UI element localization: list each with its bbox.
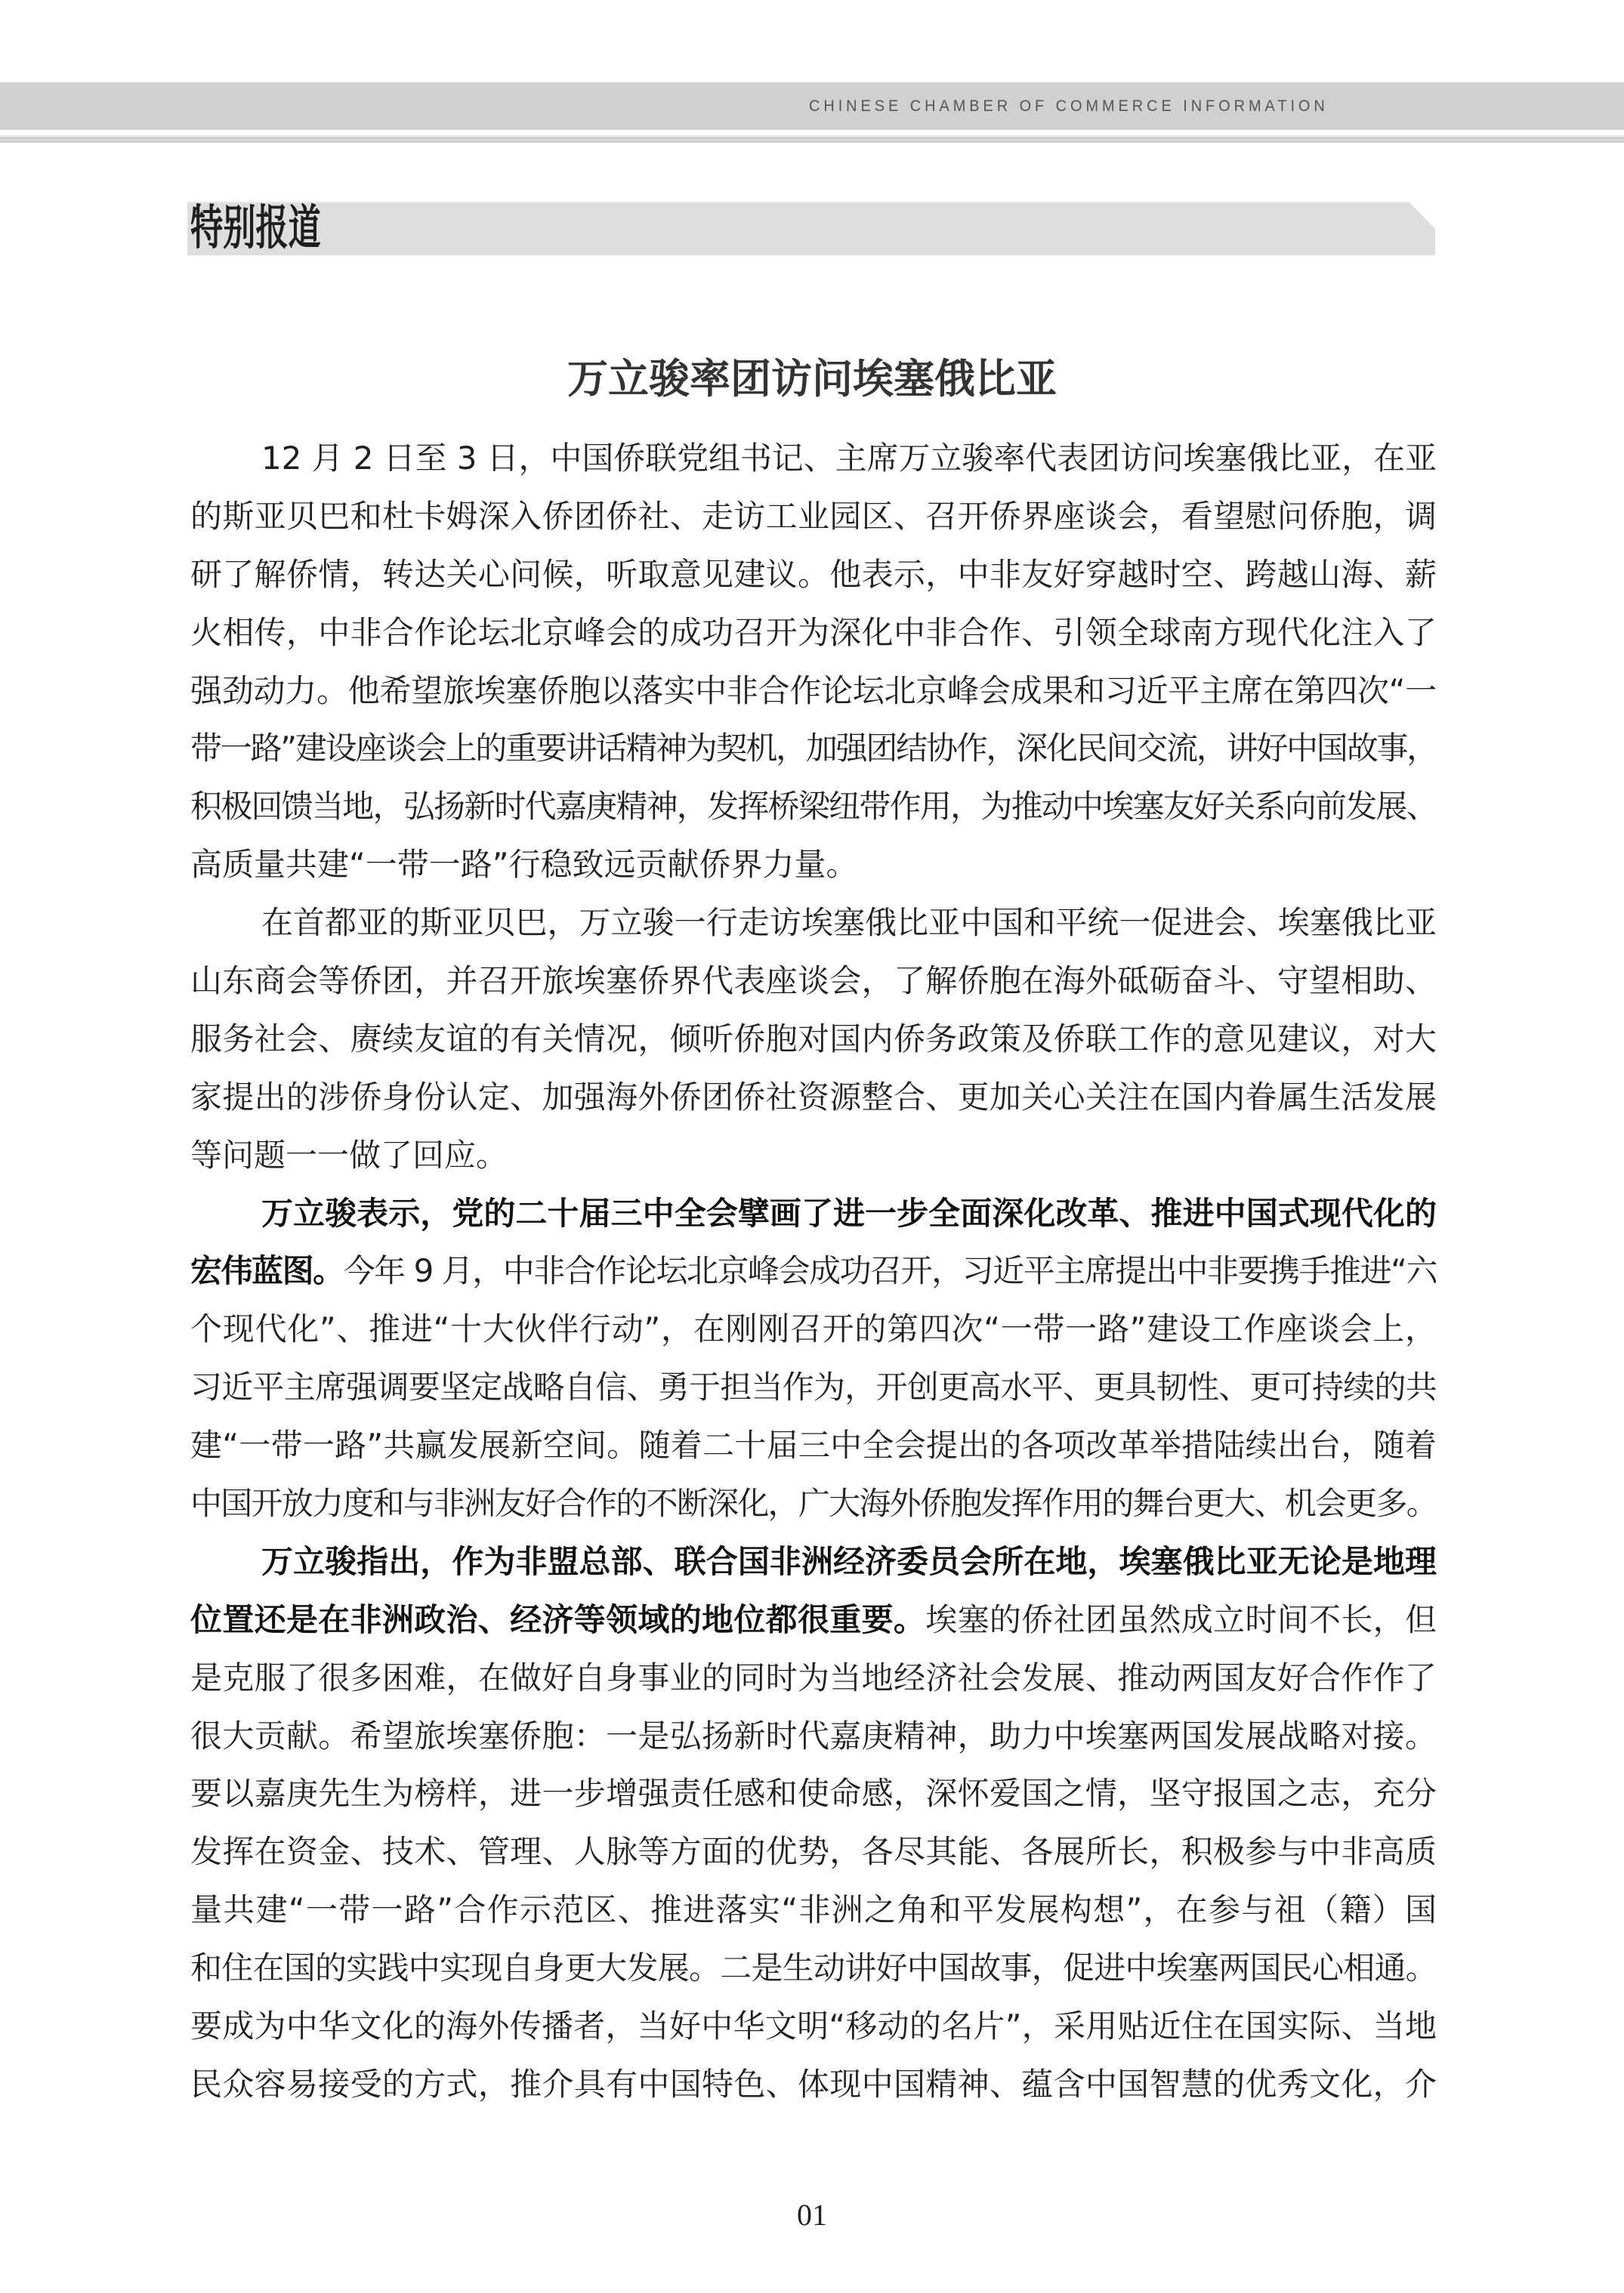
line-text: 积极回馈当地，弘扬新时代嘉庚精神，发挥桥梁纽带作用，为推动中埃塞友好关系向前发展、 — [190, 788, 1437, 826]
article-paragraph — [190, 430, 1437, 894]
section-label-banner — [187, 202, 1435, 255]
line-text: 发挥在资金、技术、管理、人脉等方面的优势，各尽其能、各展所长，积极参与中非高质 — [190, 1833, 1437, 1871]
paragraph-line — [190, 1940, 1437, 1998]
line-text: 山东商会等侨团，并召开旅埃塞侨界代表座谈会，了解侨胞在海外砥砺奋斗、守望相助、 — [190, 962, 1437, 1000]
article-paragraph — [190, 1185, 1437, 1533]
line-text: 研了解侨情，转达关心问候，听取意见建议。他表示，中非友好穿越时空、跨越山海、薪 — [190, 555, 1437, 593]
article-paragraph — [190, 894, 1437, 1184]
line-text: 12 月 2 日至 3 日，中国侨联党组书记、主席万立骏率代表团访问埃塞俄比亚，在亚 — [261, 440, 1437, 477]
line-text: 服务社会、赓续友谊的有关情况，倾听侨胞对国内侨务政策及侨联工作的意见建议，对大 — [190, 1020, 1437, 1057]
paragraph-line — [190, 1011, 1437, 1069]
line-text: 个现代化”、推进“十大伙伴行动”，在刚刚召开的第四次“一带一路”建设工作座谈会上， — [190, 1310, 1437, 1348]
paragraph-line — [190, 1881, 1437, 1940]
page-number: 01 — [797, 2198, 827, 2232]
line-text: 家提出的涉侨身份认定、加强海外侨团侨社资源整合、更加关心关注在国内眷属生活发展 — [190, 1078, 1437, 1116]
line-text: 高质量共建“一带一路”行稳致远贡献侨界力量。 — [190, 846, 858, 884]
line-text: 量共建“一带一路”合作示范区、推进落实“非洲之角和平发展构想”，在参与祖（籍）国 — [190, 1891, 1437, 1929]
line-text: 是克服了很多困难，在做好自身事业的同时为当地经济社会发展、推动两国友好合作作了 — [190, 1659, 1437, 1696]
bold-text: 万立骏指出，作为非盟总部、联合国非洲经济委员会所在地，埃塞俄比亚无论是地理 — [261, 1542, 1437, 1580]
paragraph-line — [190, 1359, 1437, 1417]
paragraph-line — [190, 2056, 1437, 2114]
line-text: 等问题一一做了回应。 — [190, 1136, 508, 1174]
paragraph-line — [190, 546, 1437, 604]
paragraph-line — [190, 1823, 1437, 1881]
line-text: 强劲动力。他希望旅埃塞侨胞以落实中非合作论坛北京峰会成果和习近平主席在第四次“一 — [190, 671, 1437, 709]
paragraph-line — [190, 1242, 1437, 1301]
line-text: 埃塞的侨社团虽然成立时间不长，但 — [925, 1600, 1437, 1638]
line-text: 的斯亚贝巴和杜卡姆深入侨团侨社、走访工业园区、召开侨界座谈会，看望慰问侨胞，调 — [190, 497, 1437, 535]
paragraph-line — [190, 720, 1437, 778]
paragraph-line — [190, 1533, 1437, 1591]
paragraph-line — [190, 430, 1437, 488]
paragraph-line — [190, 1650, 1437, 1708]
header-divider — [0, 135, 1624, 143]
article-paragraph — [190, 1533, 1437, 2114]
line-text: 要以嘉庚先生为榜样，进一步增强责任感和使命感，深怀爱国之情，坚守报国之志，充分 — [190, 1775, 1437, 1813]
line-text: 很大贡献。希望旅埃塞侨胞：一是弘扬新时代嘉庚精神，助力中埃塞两国发展战略对接。 — [190, 1717, 1437, 1754]
paragraph-line — [190, 1127, 1437, 1185]
line-text: 要成为中华文化的海外传播者，当好中华文明“移动的名片”，采用贴近住在国实际、当地 — [190, 2008, 1437, 2045]
line-text: 习近平主席强调要坚定战略自信、勇于担当作为，开创更高水平、更具韧性、更可持续的共 — [190, 1369, 1437, 1406]
paragraph-line — [190, 1185, 1437, 1243]
line-text: 民众容易接受的方式，推介具有中国特色、体现中国精神、蕴含中国智慧的优秀文化，介 — [190, 2065, 1437, 2103]
line-text: 在首都亚的斯亚贝巴，万立骏一行走访埃塞俄比亚中国和平统一促进会、埃塞俄比亚 — [261, 904, 1437, 942]
line-text: 建“一带一路”共赢发展新空间。随着二十届三中全会提出的各项改革举措陆续出台，随着 — [190, 1427, 1437, 1464]
bold-text: 宏伟蓝图。 — [190, 1252, 344, 1290]
paragraph-line — [190, 1998, 1437, 2056]
line-text: 和住在国的实践中实现自身更大发展。二是生动讲好中国故事，促进中埃塞两国民心相通。 — [190, 1949, 1437, 1987]
line-text: 带一路”建设座谈会上的重要讲话精神为契机，加强团结协作，深化民间交流，讲好中国故事， — [190, 730, 1437, 767]
paragraph-line — [190, 1591, 1437, 1650]
bold-text: 位置还是在非洲政治、经济等领域的地位都很重要。 — [190, 1600, 926, 1638]
section-label: 特别报道 — [190, 200, 321, 256]
line-text: 火相传，中非合作论坛北京峰会的成功召开为深化中非合作、引领全球南方现代化注入了 — [190, 613, 1437, 651]
paragraph-line — [190, 1301, 1437, 1359]
paragraph-line — [190, 894, 1437, 952]
article-body — [190, 430, 1437, 2114]
publication-name: CHINESE CHAMBER OF COMMERCE INFORMATION — [809, 97, 1329, 115]
paragraph-line — [190, 1708, 1437, 1766]
paragraph-line — [190, 1475, 1437, 1533]
paragraph-line — [190, 1417, 1437, 1475]
paragraph-line — [190, 778, 1437, 836]
paragraph-line — [190, 604, 1437, 662]
paragraph-line — [190, 1765, 1437, 1823]
paragraph-line — [190, 662, 1437, 721]
bold-text: 万立骏表示，党的二十届三中全会擘画了进一步全面深化改革、推进中国式现代化的 — [261, 1194, 1437, 1232]
paragraph-line — [190, 488, 1437, 546]
paragraph-line — [190, 1069, 1437, 1127]
article-title: 万立骏率团访问埃塞俄比亚 — [567, 355, 1057, 403]
paragraph-line — [190, 836, 1437, 894]
paragraph-line — [190, 952, 1437, 1011]
line-text: 中国开放力度和与非洲友好合作的不断深化，广大海外侨胞发挥作用的舞台更大、机会更多。 — [190, 1485, 1437, 1523]
line-text: 今年 9 月，中非合作论坛北京峰会成功召开，习近平主席提出中非要携手推进“六 — [343, 1252, 1437, 1290]
